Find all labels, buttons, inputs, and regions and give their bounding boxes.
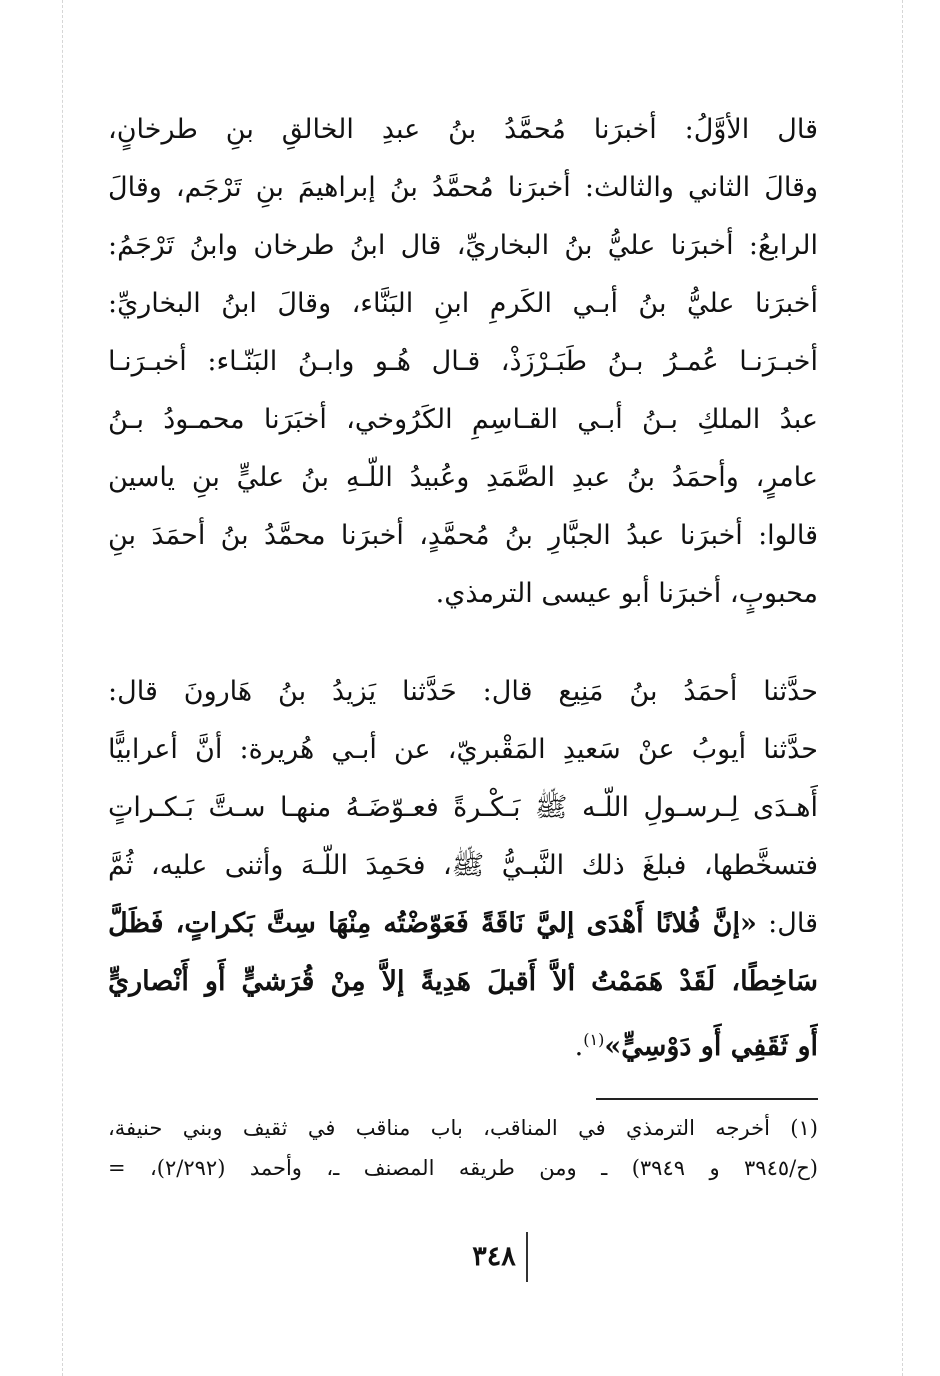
text-line: حدَّثنا أيوبُ عنْ سَعيدِ المَقْبريّ، عن أبـي هُريرة: أنَّ أعرابيًّا [108,734,818,765]
hadith-prefix: قال: [756,908,818,939]
hadith-paragraph [108,663,818,1069]
footnote-line: (١) أخرجه الترمذي في المناقب، باب مناقب في ثقيف وبني حنيفة، [108,1116,818,1140]
text-line: أخبـرَنـا عُمـرُ بـنُ طَبَـرْزَذْ، قـال هُـو وابـنُ البَنّـاء: أخبـرَنـا [108,346,818,377]
text-line: فتسخَّطها، فبلغَ ذلك النَّبـيُّ ﷺ، فحَمِدَ اللّـهَ وأثنى عليه، ثُمَّ [108,850,818,881]
sentence-period: . [574,1031,584,1062]
footnotes [108,1108,818,1188]
text-line: الرابعُ: أخبرَنا عليُّ بنُ البخاريِّ، قال ابنُ طرخان وابنُ تَرْجَمُ: [108,230,818,261]
text-line: عامرٍ، وأحمَدُ بنُ عبدِ الصَّمَدِ وعُبيدُ اللّـهِ بنُ عليٍّ بنِ ياسين [108,462,818,493]
scan-margin-guide-left [62,0,63,1376]
hadith-text: «إنَّ فُلانًا أَهْدَى إليَّ نَاقَةً فَعَوّضْتُه مِنْهَا سِتَّ بَكراتٍ، فَظَلَّ [108,908,757,939]
footnote-reference: (١) [583,1030,605,1049]
text-line: وقالَ الثاني والثالث: أخبرَنا مُحمَّدُ بنُ إبراهيمَ بنِ تَرْجَم، وقالَ [108,172,818,203]
scan-margin-guide-right [902,0,903,1376]
page-number: ٣٤٨ [472,1232,528,1282]
footnote-line: (ح/٣٩٤٥ و ٣٩٤٩) ـ ومن طريقه المصنف ـ، وأحمد (٢/٢٩٢)، = [108,1156,818,1180]
text-line: حدَّثنا أحمَدُ بنُ مَنِيع قال: حَدَّثنا يَزيدُ بنُ هَارونَ قال: [108,676,818,707]
isnad-paragraph [108,101,818,623]
hadith-line [108,1011,818,1069]
text-line: أَهـدَى لِـرسـولِ اللّـه ﷺ بَـكْـرةً فعـوّضَـهُ منهـا سـتَّ بَـكـراتٍ [108,792,818,823]
footnote-separator [596,1098,818,1100]
text-line: عبدُ الملكِ بـنُ أبـي القـاسِمِ الكَرُوخي، أخبَرَنا محمـودُ بـنُ [108,404,818,435]
text-line: قالوا: أخبرَنا عبدُ الجبَّارِ بنُ مُحمَّدٍ، أخبرَنا محمَّدُ بنُ أحمَدَ بنِ [108,520,818,551]
text-line: قال الأوَّلُ: أخبرَنا مُحمَّدُ بنُ عبدِ الخالقِ بنِ طرخانٍ، [108,114,818,145]
text-line: أخبرَنا عليُّ بنُ أبـي الكَرمِ ابنِ البَنَّاء، وقالَ ابنُ البخاريِّ: [108,288,818,319]
text-line: محبوبٍ، أخبرَنا أبو عيسى الترمذي. [435,578,818,609]
hadith-line: سَاخِطًا، لَقَدْ هَمَمْتُ ألاَّ أَقبلَ هَدِيةً إلاَّ مِنْ قُرَشيٍّ أَو أَنْصاريٍّ [108,966,818,997]
hadith-line [108,895,818,953]
page-footer [380,1232,620,1282]
hadith-text: أَو ثَقَفِي أَو دَوْسِيٍّ» [604,1031,818,1062]
